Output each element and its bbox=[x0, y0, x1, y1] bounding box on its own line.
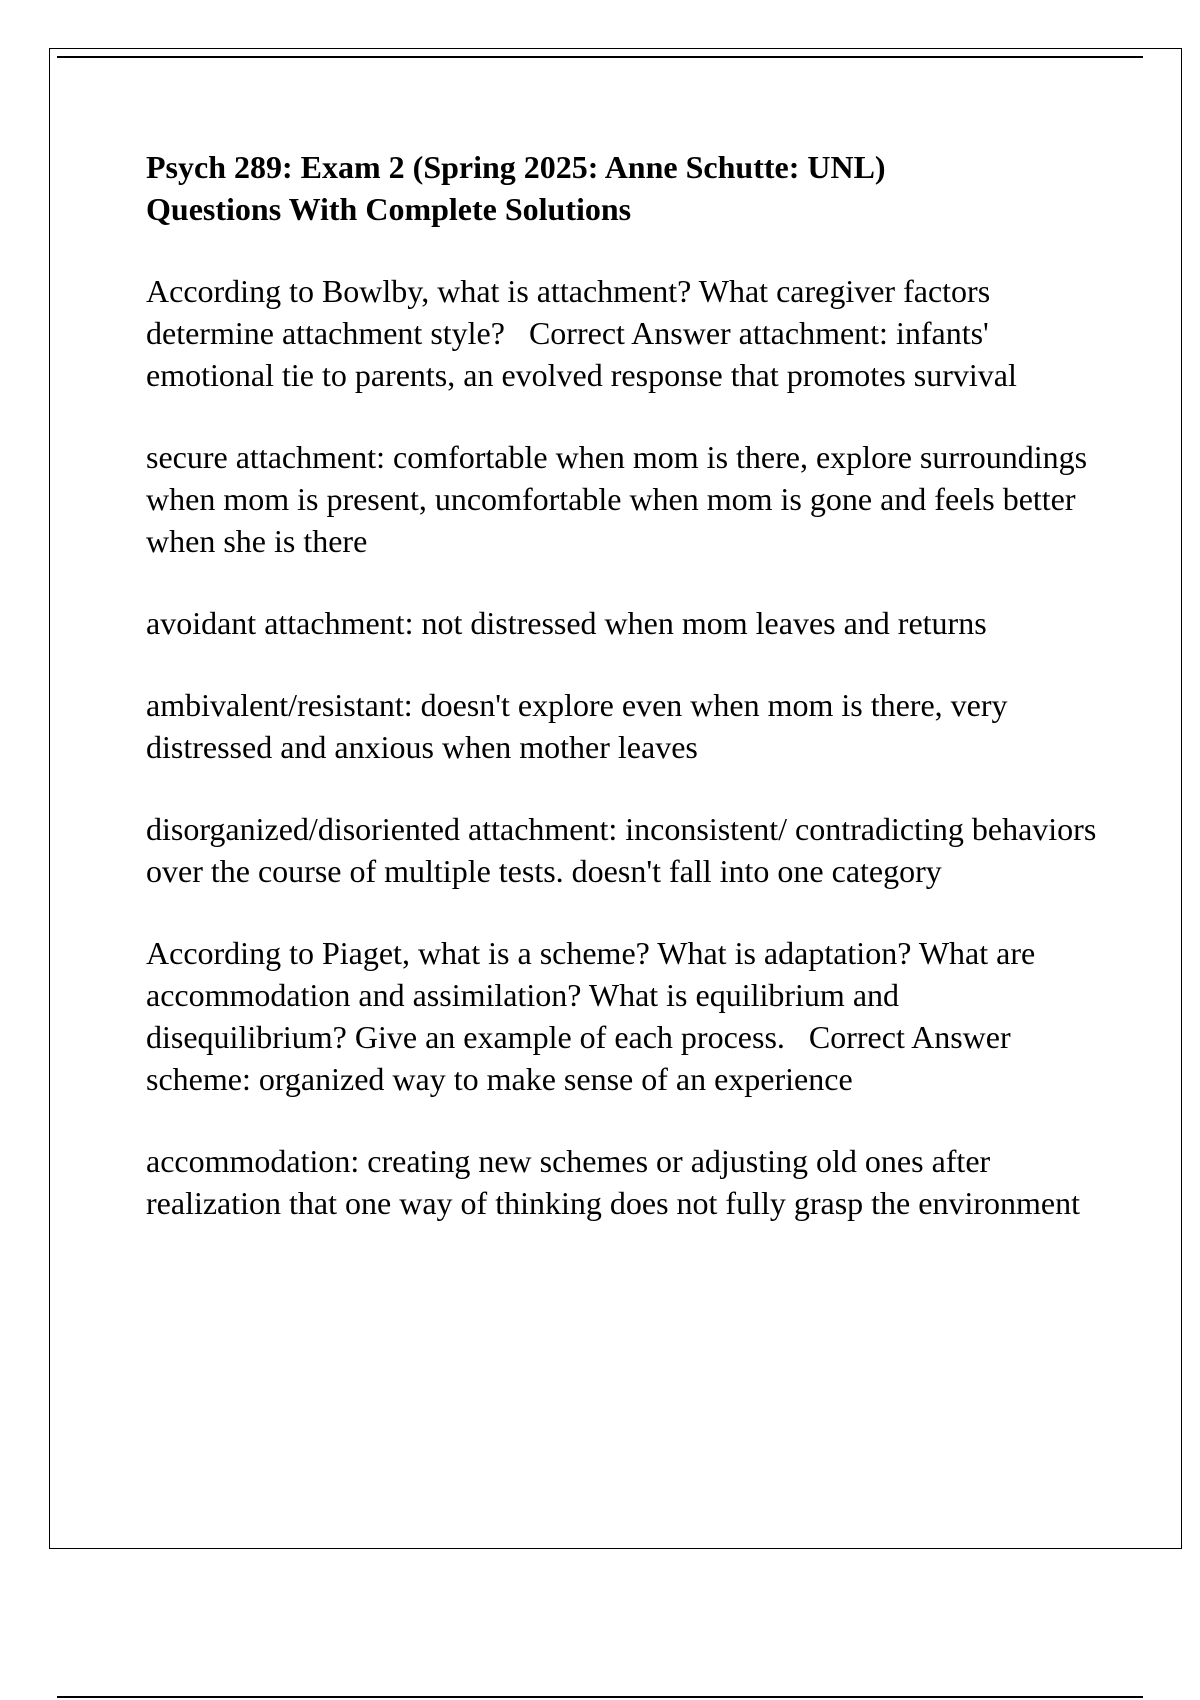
bottom-rule bbox=[57, 1696, 1143, 1698]
document-body bbox=[146, 146, 1106, 1264]
document-title bbox=[146, 146, 1106, 230]
paragraph-accommodation: accommodation: creating new schemes or adjusting old ones after realization that one way of thinking does not fully grasp the environment bbox=[146, 1143, 1080, 1221]
paragraph-disorganized-attachment: disorganized/disoriented attachment: inconsistent/ contradicting behaviors over the course of multiple tests. doesn't fall into one category bbox=[146, 811, 1105, 889]
title-line-2: Questions With Complete Solutions bbox=[146, 191, 632, 227]
paragraph-bowlby-question: According to Bowlby, what is attachment? What caregiver factors determine attachment style? Correct Answer attachment: infants' emotional tie to parents, an evolved response that promotes survival bbox=[146, 273, 1017, 393]
paragraph-avoidant-attachment: avoidant attachment: not distressed when mom leaves and returns bbox=[146, 605, 987, 641]
title-line-1: Psych 289: Exam 2 (Spring 2025: Anne Schutte: UNL) bbox=[146, 149, 886, 185]
paragraph-secure-attachment: secure attachment: comfortable when mom is there, explore surroundings when mom is present, uncomfortable when mom is gone and feels better when she is there bbox=[146, 439, 1096, 559]
paragraph-ambivalent-resistant: ambivalent/resistant: doesn't explore even when mom is there, very distressed and anxious when mother leaves bbox=[146, 687, 1016, 765]
paragraph-piaget-question: According to Piaget, what is a scheme? What is adaptation? What are accommodation and assimilation? What is equilibrium and disequilibrium? Give an example of each process. Correct Answer scheme: organized way to make sense of an experience bbox=[146, 935, 1044, 1097]
